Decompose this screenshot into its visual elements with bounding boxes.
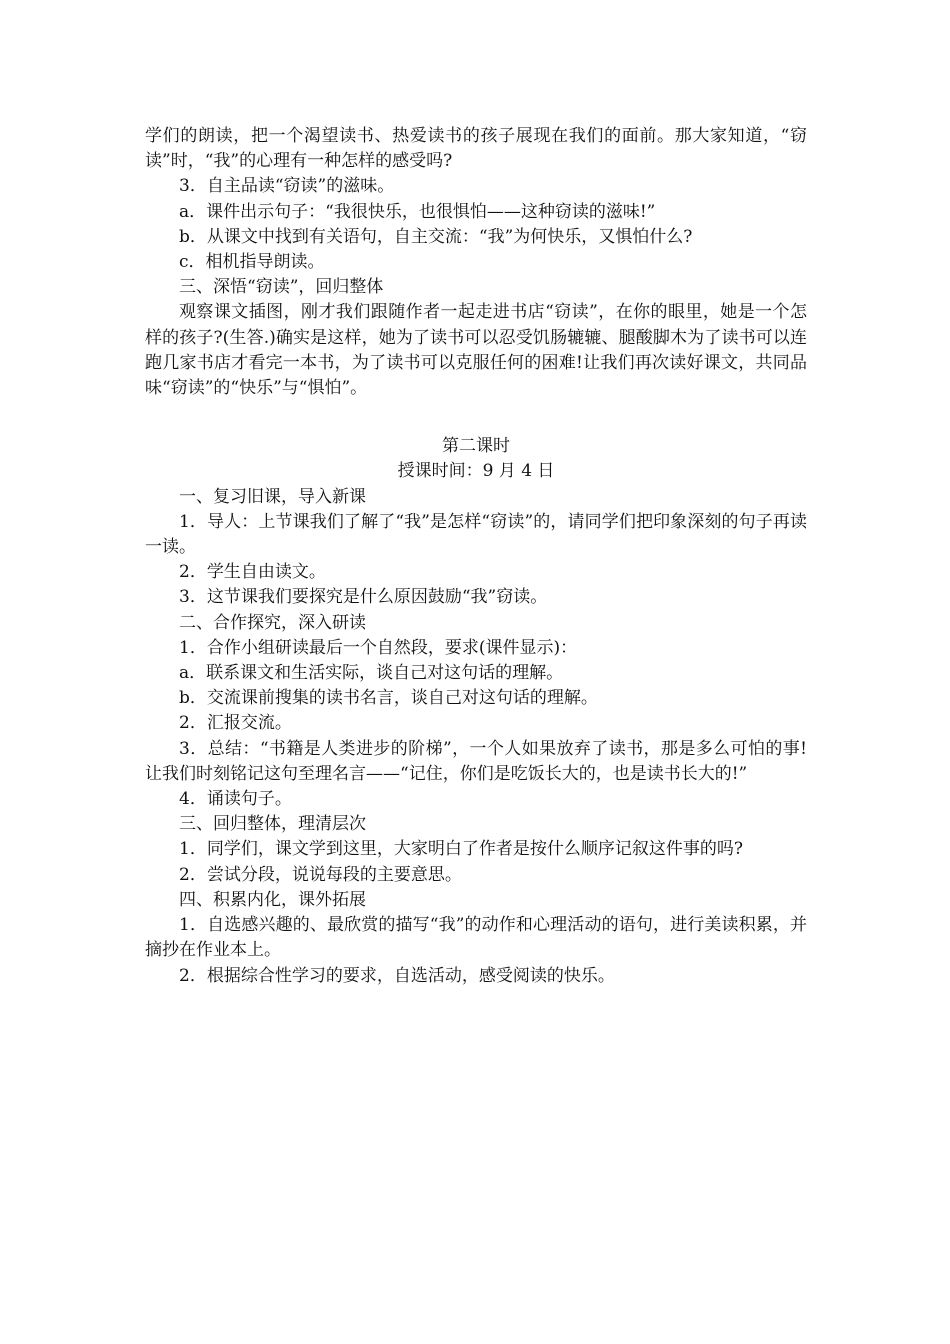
paragraph-item: 3．总结：“书籍是人类进步的阶梯”，一个人如果放弃了读书，那是多么可怕的事!让我们时刻铭记这句至理名言——“记住，你们是吃饭长大的，也是读书长大的!” [145, 738, 807, 784]
document-page [145, 124, 807, 989]
paragraph-item: 2．尝试分段，说说每段的主要意思。 [179, 864, 462, 885]
paragraph-step-b: b．从课文中找到有关语句，自主交流：“我”为何快乐，又惧怕什么? [179, 226, 693, 247]
paragraph-item: 1．同学们，课文学到这里，大家明白了作者是按什么顺序记叙这件事的吗? [179, 839, 743, 860]
section-heading-2: 二、合作探究，深入研读 [179, 612, 366, 633]
paragraph-item: 1．合作小组研读最后一个自然段，要求(课件显示)： [179, 637, 578, 658]
paragraph-continued: 学们的朗读，把一个渴望读书、热爱读书的孩子展现在我们的面前。那大家知道，“窃读”时，“我”的心理有一种怎样的感受吗? [145, 126, 807, 172]
paragraph-item: 4．诵读句子。 [179, 789, 292, 810]
paragraph-observe: 观察课文插图，刚才我们跟随作者一起走进书店“窃读”，在你的眼里，她是一个怎样的孩子?(生答.)确实是这样，她为了读书可以忍受饥肠辘辘、腿酸脚木为了读书可以连跑几家书店才看完一本书，为了读书可以克服任何的困难!让我们再次读好课文，共同品味“窃读”的“快乐”与“惧怕”。 [145, 302, 807, 399]
section-heading-3: 三、回归整体，理清层次 [179, 814, 366, 835]
paragraph-item: 1．导人：上节课我们了解了“我”是怎样“窃读”的，请同学们把印象深刻的句子再读一读。 [145, 511, 807, 558]
paragraph-item: 2．汇报交流。 [179, 713, 292, 734]
paragraph-step-c: c．相机指导朗读。 [179, 252, 325, 273]
section-heading-1: 一、复习旧课，导入新课 [179, 486, 366, 507]
paragraph-step-a: a．课件出示句子：“我很快乐，也很惧怕——这种窃读的滋味!” [179, 201, 656, 222]
paragraph-item: b．交流课前搜集的读书名言，谈自己对这句话的理解。 [179, 688, 598, 709]
paragraph-item: a．联系课文和生活实际，谈自己对这句话的理解。 [179, 663, 564, 684]
paragraph-item: 2．学生自由读文。 [179, 562, 326, 583]
section-gap [145, 401, 807, 434]
lesson-title: 第二课时 [442, 436, 510, 457]
section-heading-3: 三、深悟“窃读”，回归整体 [179, 277, 384, 298]
section-heading-4: 四、积累内化，课外拓展 [179, 889, 366, 910]
paragraph-item: 1．自选感兴趣的、最欣赏的描写“我”的动作和心理活动的语句，进行美读积累，并摘抄在作业本上。 [145, 915, 807, 961]
paragraph-item: 3．这节课我们要探究是什么原因鼓励“我”窃读。 [179, 587, 548, 608]
paragraph-item: 2．根据综合性学习的要求，自选活动，感受阅读的快乐。 [179, 965, 615, 986]
paragraph-step-3: 3．自主品读“窃读”的滋味。 [179, 176, 395, 197]
lesson-date: 授课时间：9 月 4 日 [397, 461, 555, 482]
